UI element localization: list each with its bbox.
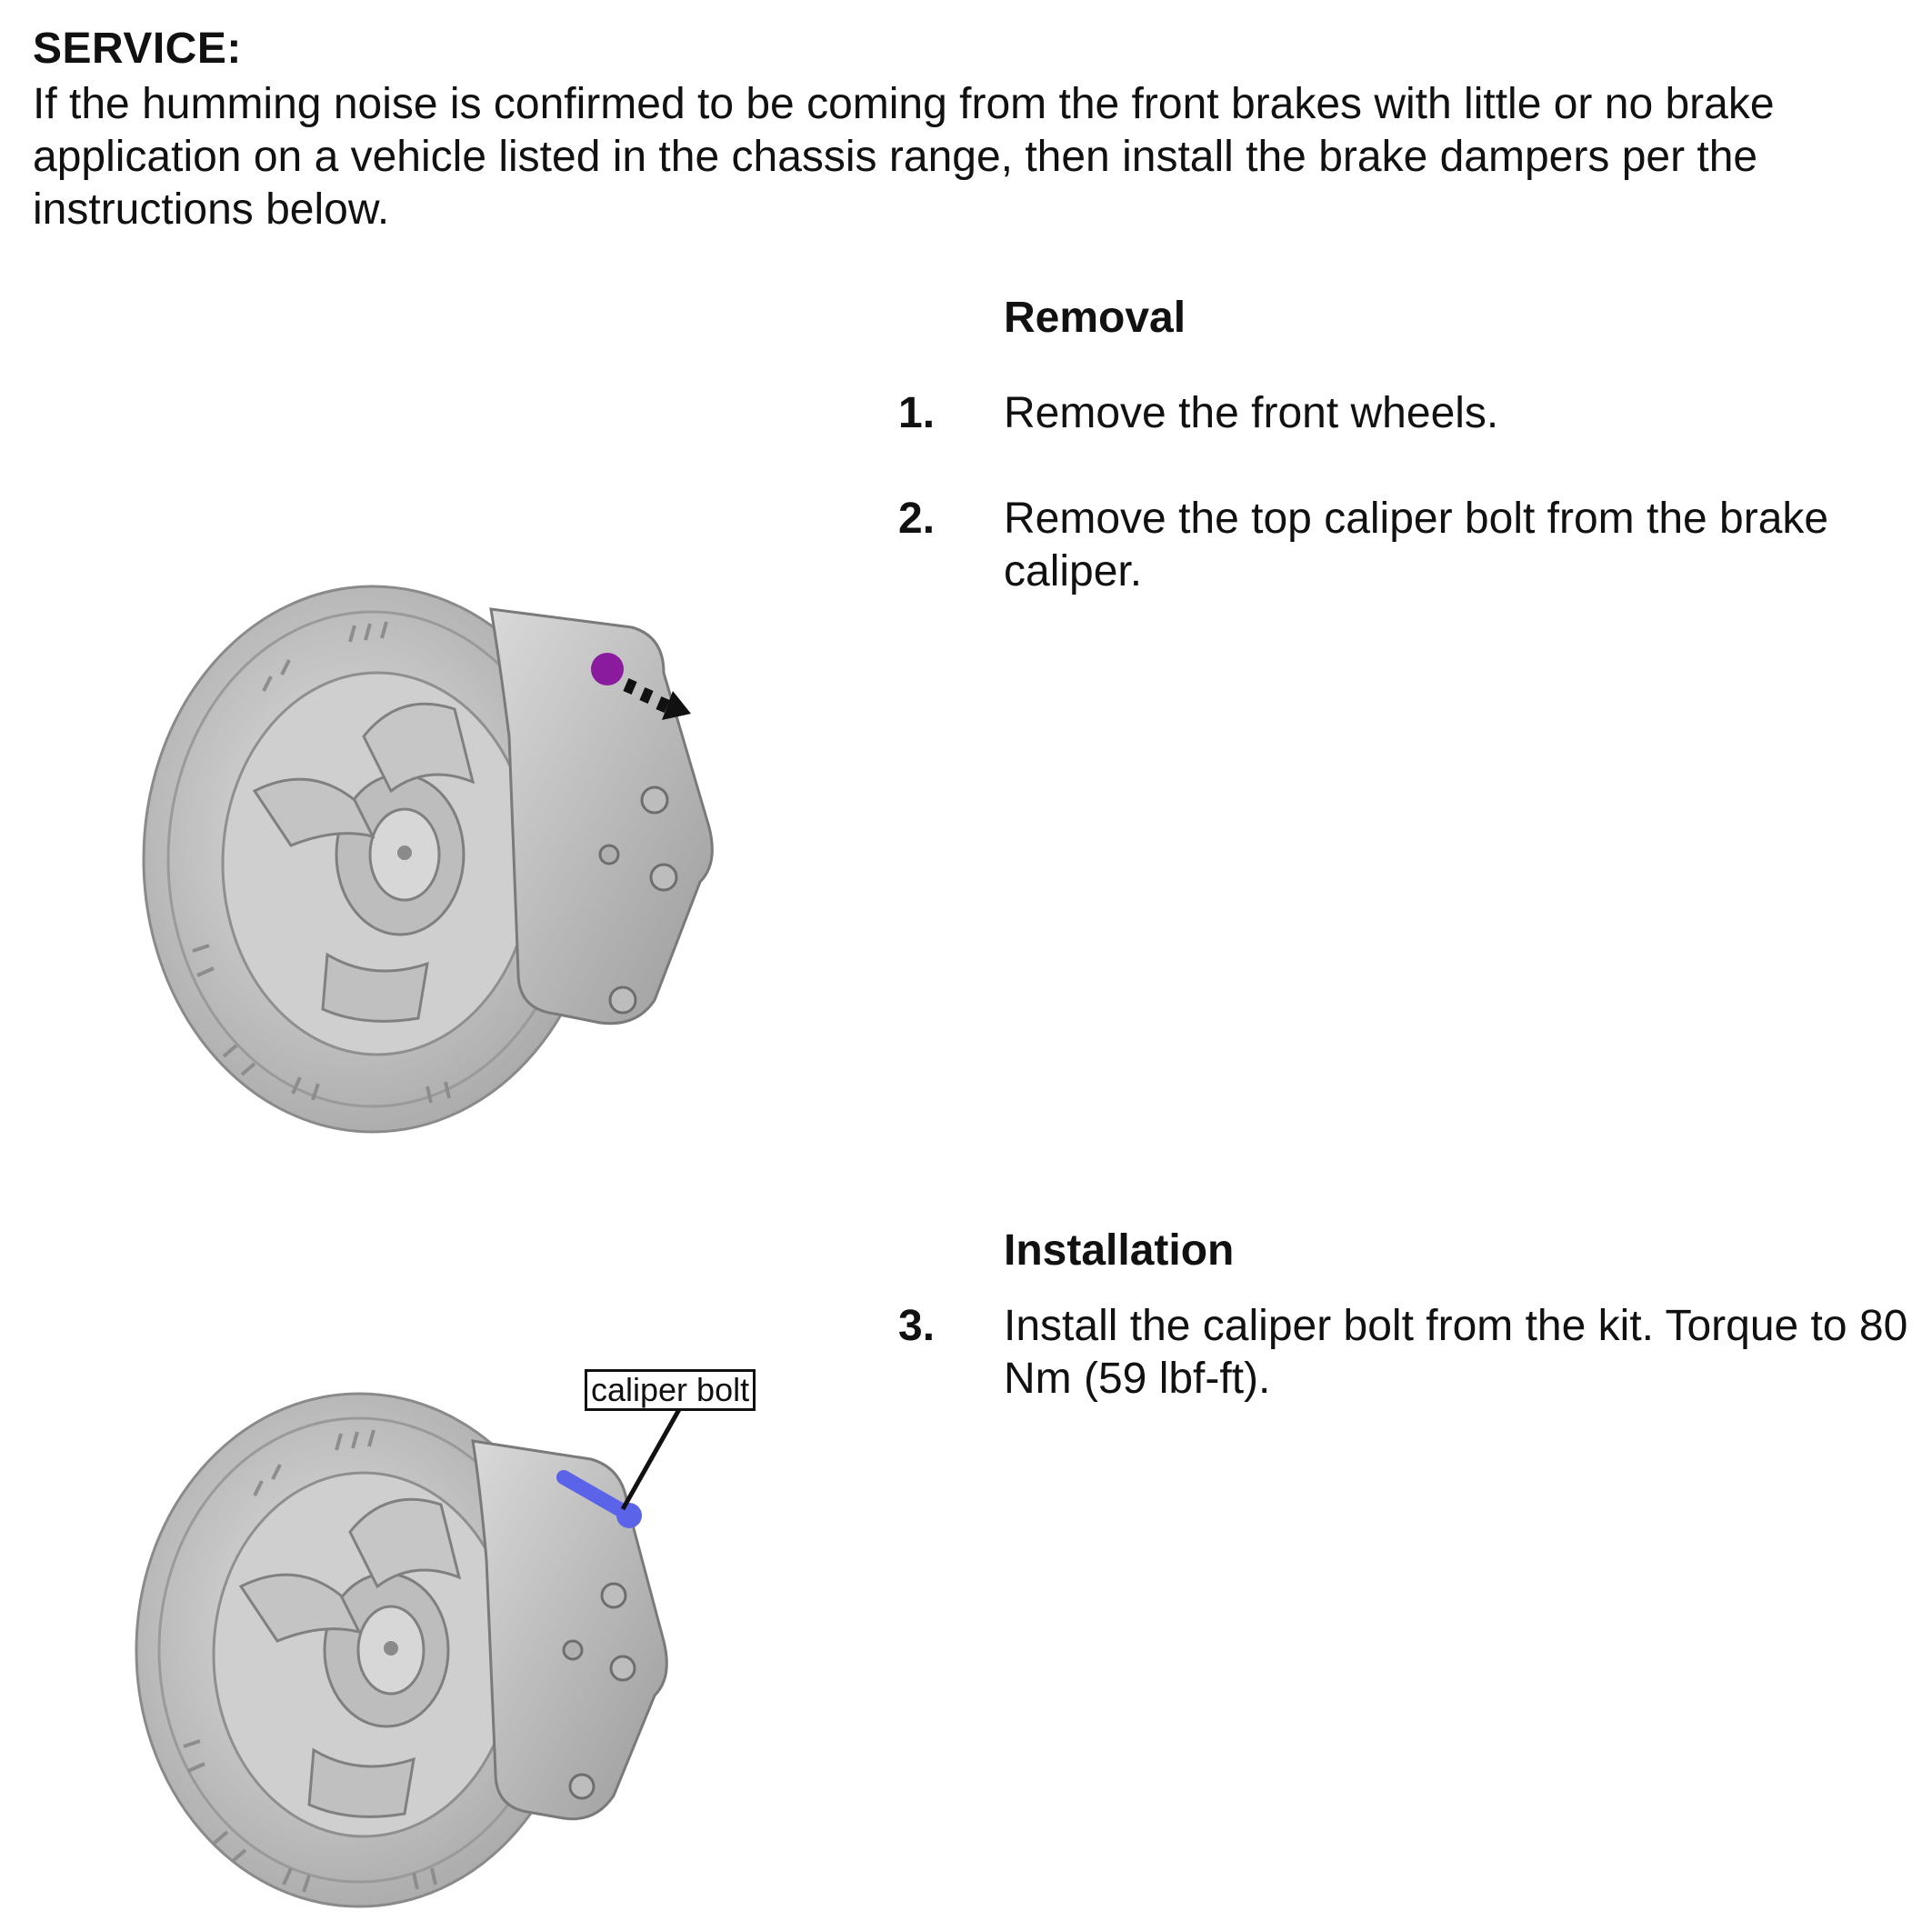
installation-heading: Installation <box>1004 1226 1235 1275</box>
service-intro: If the humming noise is confirmed to be coming from the front brakes with little or no brake application on a vehicle listed in the chassis range, then install the brake dampers per the instructions below. <box>33 80 1775 234</box>
service-label: SERVICE: <box>33 25 242 73</box>
step-number: 2. <box>898 495 936 543</box>
callout-leader-line <box>623 1405 682 1509</box>
step-number: 1. <box>898 389 936 437</box>
caliper-bolt-callout: caliper bolt <box>585 1369 756 1411</box>
brake-assembly-installation-icon <box>118 1377 700 1914</box>
removal-heading: Removal <box>1004 294 1186 342</box>
step-number: 3. <box>898 1302 936 1350</box>
step-text: Remove the top caliper bolt from the brake caliper. <box>1004 495 1829 595</box>
caliper-bolt-marker <box>591 653 624 685</box>
step-text: Remove the front wheels. <box>1004 389 1499 437</box>
brake-caliper <box>473 1441 666 1819</box>
brake-assembly-removal-icon <box>127 555 727 1136</box>
step-text: Install the caliper bolt from the kit. Torque to 80 Nm (59 lbf-ft). <box>1004 1302 1908 1403</box>
